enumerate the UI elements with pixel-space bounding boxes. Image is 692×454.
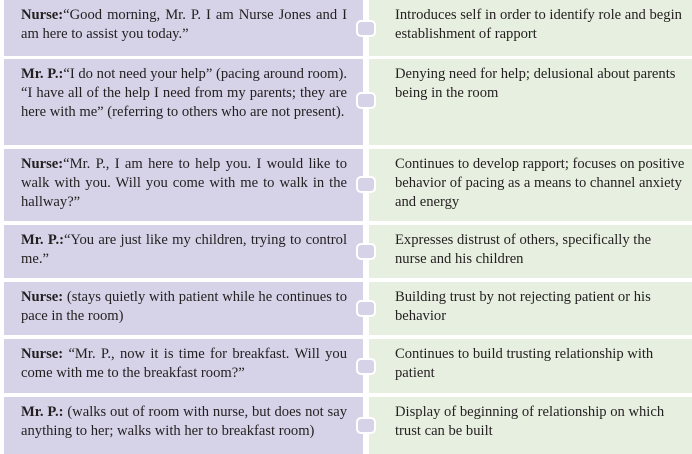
table-row xyxy=(0,0,692,56)
connector-marker xyxy=(356,417,376,434)
speaker-label: Mr. P.: xyxy=(21,404,64,420)
table-row xyxy=(0,282,692,335)
interpretation-cell xyxy=(369,0,692,56)
speech-text: “Good morning, Mr. P. I am Nurse Jones and I am here to assist you today.” xyxy=(21,7,347,42)
interpretation-cell xyxy=(369,339,692,393)
table-row xyxy=(0,339,692,393)
interpretation-cell xyxy=(369,282,692,335)
interpretation-text: Continues to build trusting relationship with patient xyxy=(395,346,654,381)
speaker-label: Mr. P.: xyxy=(21,66,64,82)
dialogue-cell xyxy=(4,225,363,278)
interpretation-text: Expresses distrust of others, specifically the nurse and his children xyxy=(395,232,652,267)
connector-marker xyxy=(356,92,376,109)
interpretation-cell xyxy=(369,59,692,145)
interpretation-cell xyxy=(369,397,692,454)
dialogue-cell xyxy=(4,59,363,145)
interpretation-text: Continues to develop rapport; focuses on positive behavior of pacing as a means to channel anxiety and energy xyxy=(395,156,685,210)
interpretation-text: Denying need for help; delusional about parents being in the room xyxy=(395,66,676,101)
speaker-label: Mr. P.: xyxy=(21,232,64,248)
speaker-label: Nurse: xyxy=(21,289,64,305)
interpretation-cell xyxy=(369,225,692,278)
speaker-label: Nurse: xyxy=(21,346,64,362)
table-row xyxy=(0,59,692,145)
speech-text: “Mr. P., I am here to help you. I would like to walk with you. Will you come with me to walk in the hallway?” xyxy=(21,156,347,210)
table-row xyxy=(0,397,692,454)
connector-marker xyxy=(356,176,376,193)
speech-text: (stays quietly with patient while he continues to pace in the room) xyxy=(21,289,347,324)
speaker-label: Nurse: xyxy=(21,7,64,23)
interpretation-cell xyxy=(369,149,692,221)
table-row xyxy=(0,149,692,221)
interpretation-text: Display of beginning of relationship on which trust can be built xyxy=(395,404,665,439)
connector-marker xyxy=(356,243,376,260)
speech-text: “Mr. P., now it is time for breakfast. Will you come with me to the breakfast room?” xyxy=(21,346,347,381)
table-row xyxy=(0,225,692,278)
speech-text: “You are just like my children, trying to control me.” xyxy=(21,232,347,267)
connector-marker xyxy=(356,300,376,317)
dialogue-cell xyxy=(4,397,363,454)
connector-marker xyxy=(356,20,376,37)
connector-marker xyxy=(356,358,376,375)
interpretation-text: Introduces self in order to identify role and begin establishment of rapport xyxy=(395,7,682,42)
dialogue-cell xyxy=(4,282,363,335)
dialogue-cell xyxy=(4,339,363,393)
speech-text: “I do not need your help” (pacing around room). “I have all of the help I need from my parents; they are here with me” (referring to others who are not present). xyxy=(21,66,347,120)
speech-text: (walks out of room with nurse, but does not say anything to her; walks with her to breakfast room) xyxy=(21,404,347,439)
speaker-label: Nurse: xyxy=(21,156,64,172)
dialogue-cell xyxy=(4,0,363,56)
dialogue-cell xyxy=(4,149,363,221)
interpretation-text: Building trust by not rejecting patient or his behavior xyxy=(395,289,651,324)
